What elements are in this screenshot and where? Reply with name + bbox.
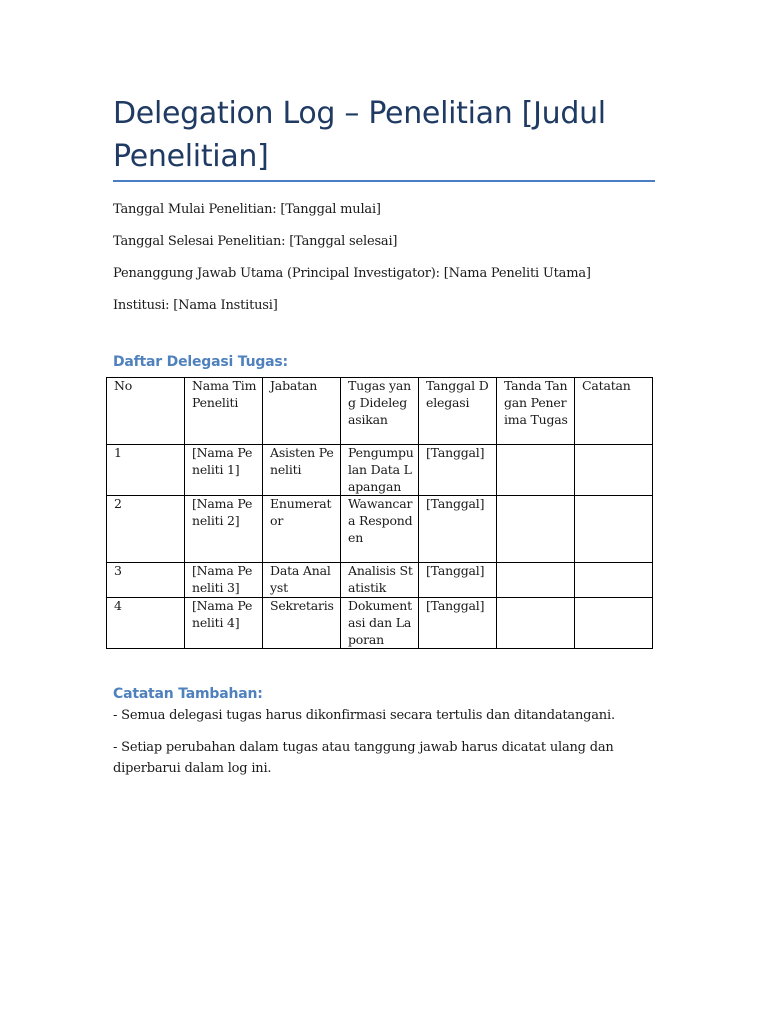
table-cell: Data Analyst — [263, 563, 341, 598]
table-cell: [Tanggal] — [419, 563, 497, 598]
notes-heading: Catatan Tambahan: — [113, 686, 263, 702]
table-cell — [575, 496, 653, 563]
table-cell: [Tanggal] — [419, 496, 497, 563]
table-cell: 1 — [107, 445, 185, 496]
table-row — [107, 496, 653, 563]
table-cell: Asisten Peneliti — [263, 445, 341, 496]
note-line: - Semua delegasi tugas harus dikonfirmasi secara tertulis dan ditandatangani. — [113, 708, 615, 723]
header-cell: Tanggal Delegasi — [419, 378, 497, 445]
table-cell — [497, 563, 575, 598]
end-date-line: Tanggal Selesai Penelitian: [Tanggal selesai] — [113, 234, 398, 249]
header-cell: Catatan — [575, 378, 653, 445]
table-row — [107, 445, 653, 496]
header-cell: No — [107, 378, 185, 445]
header-cell: Tugas yang Didelegasikan — [341, 378, 419, 445]
start-date-line: Tanggal Mulai Penelitian: [Tanggal mulai] — [113, 202, 381, 217]
table-cell: Analisis Statistik — [341, 563, 419, 598]
table-cell — [497, 496, 575, 563]
table-cell: Enumerator — [263, 496, 341, 563]
table-cell: Pengumpulan Data Lapangan — [341, 445, 419, 496]
header-cell: Tanda Tangan Penerima Tugas — [497, 378, 575, 445]
table-cell — [497, 597, 575, 648]
table-header-row — [107, 378, 653, 445]
institution-line: Institusi: [Nama Institusi] — [113, 298, 278, 313]
table-cell — [575, 597, 653, 648]
table-cell: [Nama Peneliti 3] — [185, 563, 263, 598]
table-cell — [575, 563, 653, 598]
table-cell: Wawancara Responden — [341, 496, 419, 563]
table-cell: [Tanggal] — [419, 597, 497, 648]
table-cell: 3 — [107, 563, 185, 598]
table-cell: 2 — [107, 496, 185, 563]
table-cell: [Tanggal] — [419, 445, 497, 496]
table-row — [107, 563, 653, 598]
table-cell: [Nama Peneliti 4] — [185, 597, 263, 648]
delegation-table — [106, 377, 653, 649]
note-line: - Setiap perubahan dalam tugas atau tanggung jawab harus dicatat ulang dan diperbarui dalam log ini. — [113, 740, 614, 776]
header-cell: Jabatan — [263, 378, 341, 445]
header-cell: Nama Tim Peneliti — [185, 378, 263, 445]
table-row — [107, 597, 653, 648]
table-cell: 4 — [107, 597, 185, 648]
table-cell — [575, 445, 653, 496]
principal-investigator-line: Penanggung Jawab Utama (Principal Investigator): [Nama Peneliti Utama] — [113, 266, 591, 281]
table-cell: [Nama Peneliti 1] — [185, 445, 263, 496]
table-cell: Dokumentasi dan Laporan — [341, 597, 419, 648]
title-underline — [113, 180, 655, 182]
document-title: Delegation Log – Penelitian [Judul Penelitian] — [113, 96, 606, 174]
table-cell: Sekretaris — [263, 597, 341, 648]
table-cell: [Nama Peneliti 2] — [185, 496, 263, 563]
table-cell — [497, 445, 575, 496]
delegation-heading: Daftar Delegasi Tugas: — [113, 354, 288, 370]
